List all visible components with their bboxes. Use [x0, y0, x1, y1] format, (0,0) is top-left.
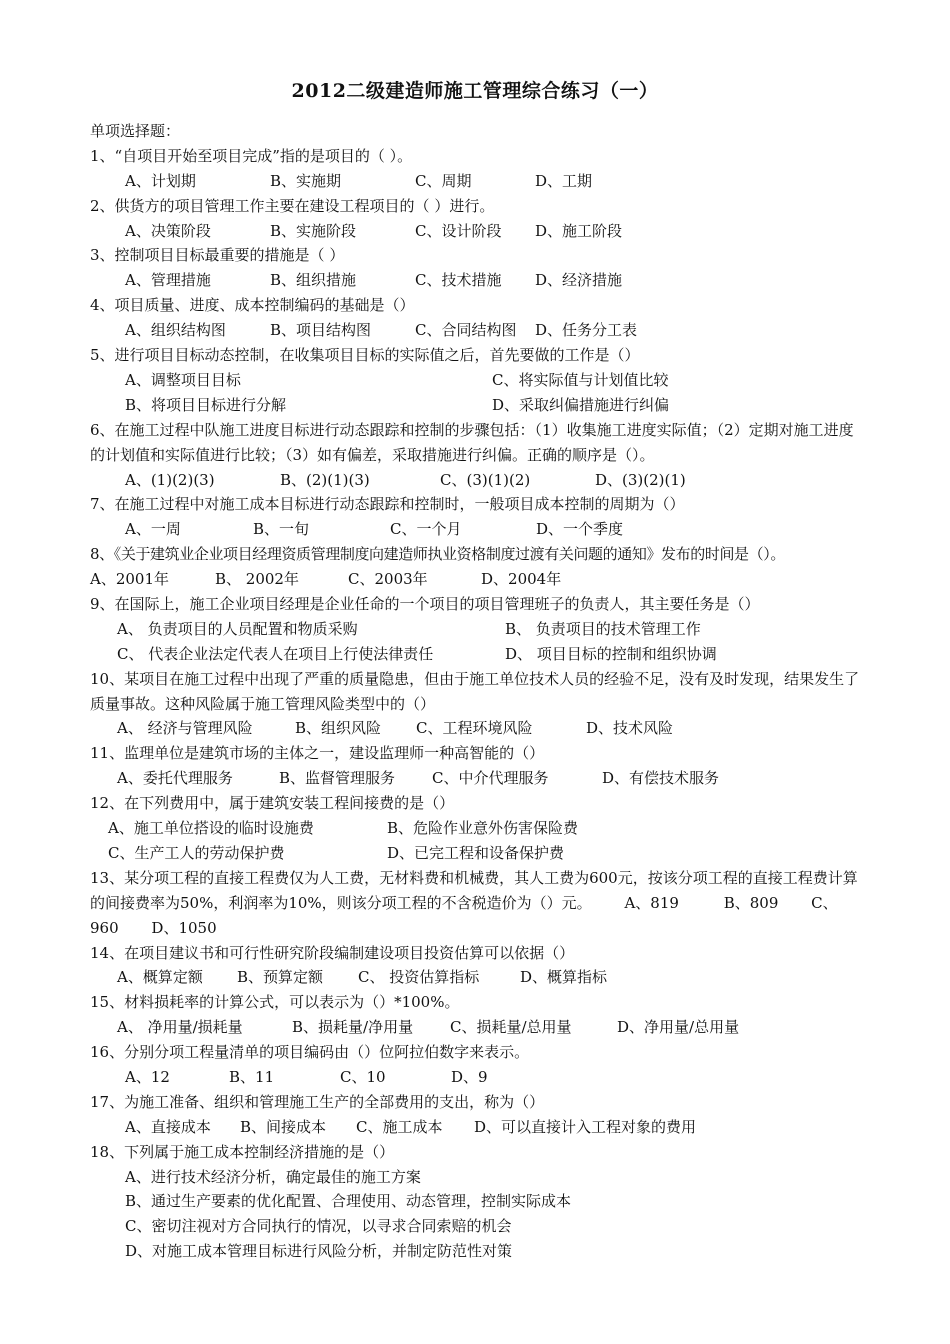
question-2-options — [90, 219, 865, 244]
option-d: D、有偿技术服务 — [602, 769, 720, 788]
option-a: A、 净用量/损耗量 — [117, 1018, 243, 1037]
question-14-options — [90, 965, 865, 990]
option-c: C、密切注视对方合同执行的情况，以寻求合同索赔的机会 — [125, 1217, 512, 1236]
option-b: B、项目结构图 — [270, 321, 372, 340]
option-b: B、损耗量/净用量 — [292, 1018, 414, 1037]
question-11-options — [90, 766, 865, 791]
option-d: D、9 — [451, 1067, 488, 1086]
option-c: C、中介代理服务 — [432, 769, 549, 788]
option-c: C、10 — [340, 1067, 386, 1086]
option-c: C、设计阶段 — [415, 221, 502, 240]
option-a: A、 负责项目的人员配置和物质采购 — [117, 619, 358, 638]
option-b: B、11 — [229, 1067, 275, 1086]
question-8-options — [90, 567, 865, 592]
option-b: B、通过生产要素的优化配置、合理使用、动态管理，控制实际成本 — [125, 1192, 572, 1211]
option-b: B、 2002年 — [215, 570, 299, 589]
option-d: D、(3)(2)(1) — [595, 470, 686, 489]
option-d: D、2004年 — [481, 570, 562, 589]
option-d: D、已完工程和设备保护费 — [387, 843, 565, 862]
question-9: 9、在国际上，施工企业项目经理是企业任命的一个项目的项目管理班子的负责人，其主要任务是（） — [90, 594, 760, 613]
question-7-options — [90, 517, 865, 542]
option-a: A、管理措施 — [125, 271, 211, 290]
option-c: C、损耗量/总用量 — [450, 1018, 572, 1037]
option-d: D、净用量/总用量 — [617, 1018, 740, 1037]
option-a: A、2001年 — [90, 570, 170, 589]
option-b: B、 负责项目的技术管理工作 — [505, 619, 701, 638]
question-8: 8、《关于建筑业企业项目经理资质管理制度向建造师执业资格制度过渡有关问题的通知》发布的时间是（）。 — [90, 545, 785, 564]
question-4: 4、项目质量、进度、成本控制编码的基础是（） — [90, 296, 415, 315]
option-d: D、可以直接计入工程对象的费用 — [474, 1117, 697, 1136]
option-c: C、工程环境风险 — [416, 719, 533, 738]
option-c: C、2003年 — [348, 570, 428, 589]
option-b: B、组织措施 — [270, 271, 357, 290]
question-2: 2、供货方的项目管理工作主要在建设工程项目的（ ）进行。 — [90, 196, 495, 215]
option-a: A、 经济与管理风险 — [117, 719, 253, 738]
option-d: D、对施工成本管理目标进行风险分析，并制定防范性对策 — [125, 1242, 513, 1261]
question-3-options — [90, 268, 865, 293]
option-b: B、预算定额 — [237, 968, 324, 987]
question-14: 14、在项目建议书和可行性研究阶段编制建设项目投资估算可以依据（） — [90, 943, 575, 962]
option-a: A、调整项目目标 — [125, 370, 241, 389]
question-6: 6、在施工过程中队施工进度目标进行动态跟踪和控制的步骤包括：（1）收集施工进度实际值；（2）定期对施工进度的计划值和实际值进行比较；（3）如有偏差，采取措施进行纠偏。正确的顺序是（）。 — [90, 420, 854, 464]
option-b: B、危险作业意外伤害保险费 — [387, 819, 579, 837]
question-12-options-row-2 — [90, 841, 865, 866]
option-d: D、经济措施 — [535, 271, 623, 290]
option-b: B、实施期 — [270, 171, 342, 190]
option-b: B、809 — [723, 893, 779, 912]
question-17-options — [90, 1115, 865, 1140]
option-a: A、组织结构图 — [125, 321, 226, 340]
question-1-options — [90, 169, 865, 194]
option-b: B、(2)(1)(3) — [280, 470, 370, 489]
option-c: C、一个月 — [390, 520, 462, 539]
option-b: B、将项目目标进行分解 — [125, 395, 287, 414]
question-17: 17、为施工准备、组织和管理施工生产的全部费用的支出，称为（） — [90, 1092, 545, 1111]
option-d: D、技术风险 — [586, 719, 674, 738]
option-d: D、1050 — [151, 918, 217, 937]
option-c: C、(3)(1)(2) — [440, 470, 531, 489]
question-5: 5、进行项目目标动态控制，在收集项目目标的实际值之后，首先要做的工作是（） — [90, 346, 640, 365]
option-c: C、合同结构图 — [415, 321, 517, 340]
question-9-options-row-2 — [90, 642, 865, 667]
option-d: D、采取纠偏措施进行纠偏 — [492, 395, 670, 414]
question-10: 10、某项目在施工过程中出现了严重的质量隐患，但由于施工单位技术人员的经验不足，没有及时发现，结果发生了质量事故。这种风险属于施工管理风险类型中的（） — [90, 669, 860, 713]
option-d: D、任务分工表 — [535, 321, 638, 340]
option-b: B、实施阶段 — [270, 221, 357, 240]
option-d: D、一个季度 — [536, 520, 624, 539]
question-10-options — [90, 716, 865, 741]
question-16: 16、分别分项工程量清单的项目编码由（）位阿拉伯数字来表示。 — [90, 1043, 530, 1062]
option-c: C、技术措施 — [415, 271, 502, 290]
option-d: D、概算指标 — [520, 968, 608, 987]
option-a: A、直接成本 — [125, 1117, 211, 1136]
option-b: B、组织风险 — [295, 719, 382, 738]
question-5-options-row-2 — [90, 393, 865, 418]
option-b: B、间接成本 — [240, 1117, 327, 1136]
option-a: A、施工单位搭设的临时设施费 — [108, 819, 314, 837]
question-15-options — [90, 1015, 865, 1040]
option-b: B、一旬 — [253, 520, 310, 539]
option-a: A、(1)(2)(3) — [125, 470, 215, 489]
option-a: A、概算定额 — [117, 968, 203, 987]
option-a: A、一周 — [125, 520, 181, 539]
question-11: 11、监理单位是建筑市场的主体之一，建设监理师一种高智能的（） — [90, 744, 545, 763]
option-c: C、周期 — [415, 171, 472, 190]
option-d: D、 项目目标的控制和组织协调 — [505, 644, 717, 663]
question-18: 18、下列属于施工成本控制经济措施的是（） — [90, 1142, 395, 1161]
option-a: A、计划期 — [125, 171, 196, 190]
option-c: C、生产工人的劳动保护费 — [108, 843, 285, 862]
question-12: 12、在下列费用中，属于建筑安装工程间接费的是（） — [90, 794, 455, 813]
document-body — [90, 119, 865, 1264]
option-c: C、960 — [90, 893, 838, 937]
question-13 — [90, 866, 865, 941]
page-title: 2012二级建造师施工管理综合练习（一） — [291, 80, 659, 102]
question-5-options-row-1 — [90, 368, 865, 393]
option-b: B、监督管理服务 — [279, 769, 396, 788]
question-6-options — [90, 468, 865, 493]
option-a: A、进行技术经济分析，确定最佳的施工方案 — [125, 1167, 421, 1186]
question-15: 15、材料损耗率的计算公式，可以表示为（）*100%。 — [90, 993, 460, 1012]
question-16-options — [90, 1065, 865, 1090]
option-c: C、将实际值与计划值比较 — [492, 370, 669, 389]
option-d: D、工期 — [535, 171, 593, 190]
option-a: A、12 — [125, 1067, 170, 1086]
question-4-options — [90, 318, 865, 343]
option-c: C、施工成本 — [356, 1117, 443, 1136]
question-12-options-row-1 — [90, 816, 865, 841]
option-d: D、施工阶段 — [535, 221, 623, 240]
option-c: C、 代表企业法定代表人在项目上行使法律责任 — [117, 644, 434, 663]
question-9-options-row-1 — [90, 617, 865, 642]
question-3: 3、控制项目目标最重要的措施是（ ） — [90, 246, 345, 265]
option-a: A、委托代理服务 — [117, 769, 233, 788]
question-13-text: 13、某分项工程的直接工程费仅为人工费，无材料费和机械费，其人工费为600元，按该分项工程的直接工程费计算的间接费率为50%，利润率为10%，则该分项工程的不含税造价为（）元。 — [90, 868, 858, 912]
question-7: 7、在施工过程中对施工成本目标进行动态跟踪和控制时，一般项目成本控制的周期为（） — [90, 495, 685, 514]
question-1: 1、“自项目开始至项目完成”指的是项目的（ ）。 — [90, 146, 413, 165]
option-a: A、决策阶段 — [125, 221, 211, 240]
option-a: A、819 — [624, 893, 679, 912]
section-heading: 单项选择题： — [90, 122, 181, 140]
option-c: C、 投资估算指标 — [358, 968, 480, 987]
